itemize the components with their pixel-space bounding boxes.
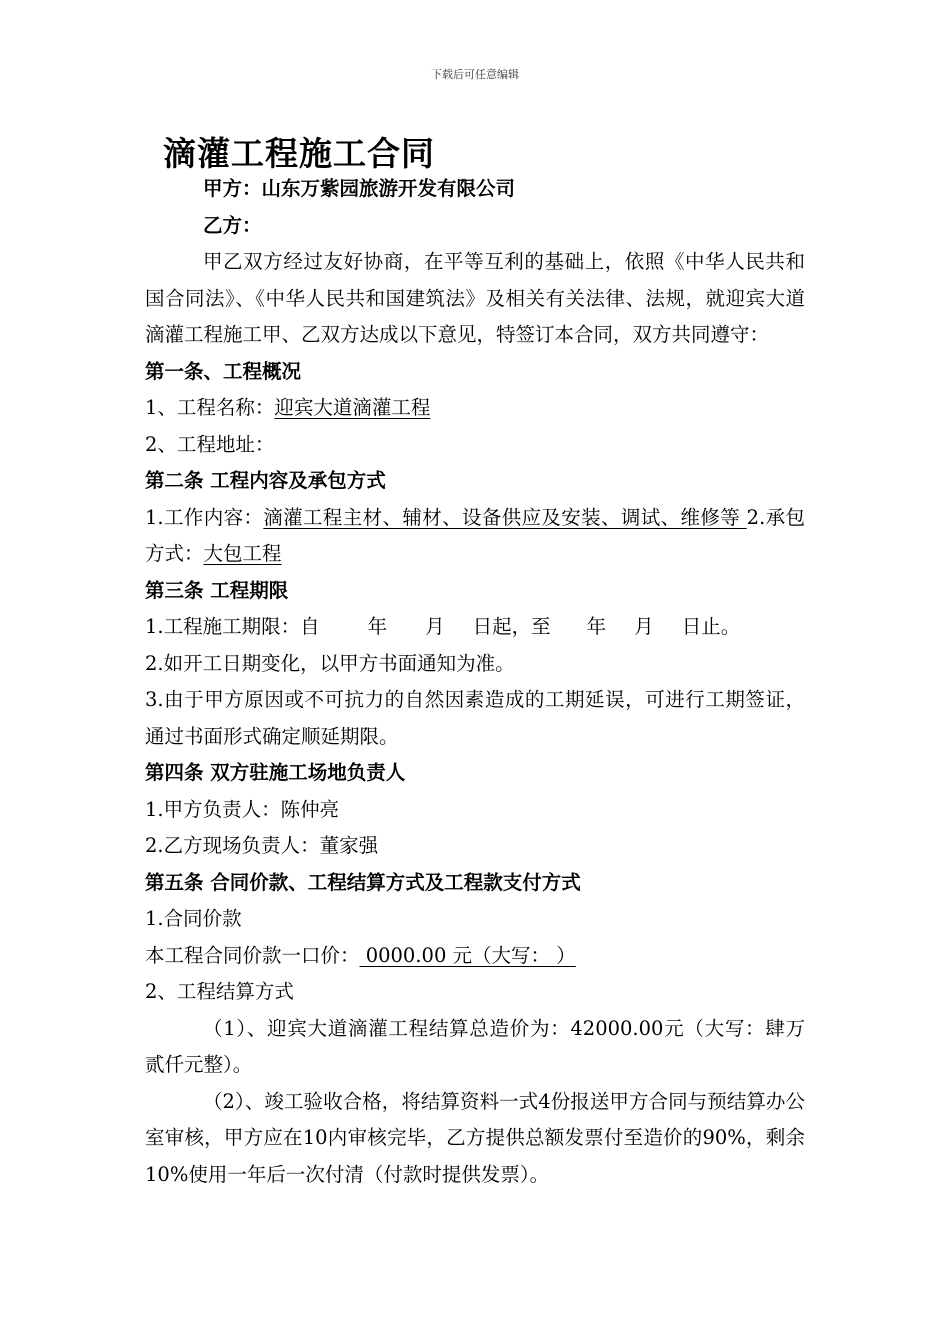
- settlement-clause-2: （2）、竣工验收合格，将结算资料一式4份报送甲方合同与预结算办公室审核，甲方应在10内审核完毕，乙方提供总额发票付至造价的90%，剩余10%使用一年后一次付清（付款时提供发票）。: [145, 1089, 805, 1186]
- article-2-heading: 第二条 工程内容及承包方式: [145, 469, 386, 492]
- contract-method-label: 2.承包方式：: [145, 505, 806, 565]
- article-3-heading: 第三条 工程期限: [145, 578, 289, 602]
- party-b: 乙方：: [203, 213, 262, 237]
- intro-paragraph: 甲乙双方经过友好协商，在平等互利的基础上，依照《中华人民共和国合同法》、《中华人民共和国建筑法》及相关有关法律、法规，就迎宾大道滴灌工程施工甲、乙双方达成以下意见，特签订本合同，双方共同遵守：: [145, 250, 805, 346]
- contract-body: [145, 171, 805, 1193]
- party-b-manager: 2.乙方现场负责人：董家强: [145, 834, 379, 857]
- work-content-value: 滴灌工程主材、辅材、设备供应及安装、调试、维修等: [263, 505, 747, 529]
- contract-price-label: 本工程合同价款一口价：: [145, 943, 360, 967]
- period-start-day: 日起，至: [472, 615, 551, 638]
- contract-price-row: [145, 938, 805, 975]
- project-name-row: [145, 390, 805, 427]
- construction-period-row: [145, 609, 805, 646]
- delay-clause: 3.由于甲方原因或不可抗力的自然因素造成的工期延误，可进行工期签证，通过书面形式确定顺延期限。: [145, 688, 805, 748]
- start-date-change-row: 2.如开工日期变化，以甲方书面通知为准。: [145, 651, 515, 675]
- period-start-year: 年: [367, 615, 388, 638]
- work-content-label: 1.工作内容：: [145, 505, 264, 529]
- party-a: 甲方：山东万紫园旅游开发有限公司: [203, 177, 516, 200]
- project-address-row: 2、工程地址：: [145, 432, 275, 456]
- project-name-label: 1、工程名称：: [145, 396, 275, 419]
- settlement-clause-1: （1）、迎宾大道滴灌工程结算总造价为：42000.00元（大写：肆万贰仟元整）。: [145, 1016, 805, 1076]
- article-1-heading: 第一条、工程概况: [145, 359, 302, 383]
- header-note: 下载后可任意编辑: [431, 68, 519, 81]
- period-start-label: 1.工程施工期限：自: [145, 615, 320, 638]
- contract-price-value: 0000.00 元（大写： ）: [359, 943, 576, 967]
- period-end-year: 年: [586, 615, 607, 638]
- period-start-month: 月: [425, 615, 445, 638]
- article-4-heading: 第四条 双方驻施工场地负责人: [145, 761, 406, 784]
- article-5-heading: 第五条 合同价款、工程结算方式及工程款支付方式: [145, 870, 581, 894]
- project-name-value: 迎宾大道滴灌工程: [274, 396, 431, 419]
- contract-method-value: 大包工程: [203, 542, 282, 565]
- document-title: 滴灌工程施工合同: [163, 134, 435, 173]
- party-a-manager: 1.甲方负责人：陈仲亮: [145, 797, 340, 821]
- contract-price-heading: 1.合同价款: [145, 907, 242, 930]
- period-end-day: 日止。: [681, 615, 741, 638]
- settlement-method-heading: 2、工程结算方式: [145, 980, 294, 1003]
- period-end-month: 月: [634, 615, 654, 638]
- work-content-row: [145, 500, 805, 573]
